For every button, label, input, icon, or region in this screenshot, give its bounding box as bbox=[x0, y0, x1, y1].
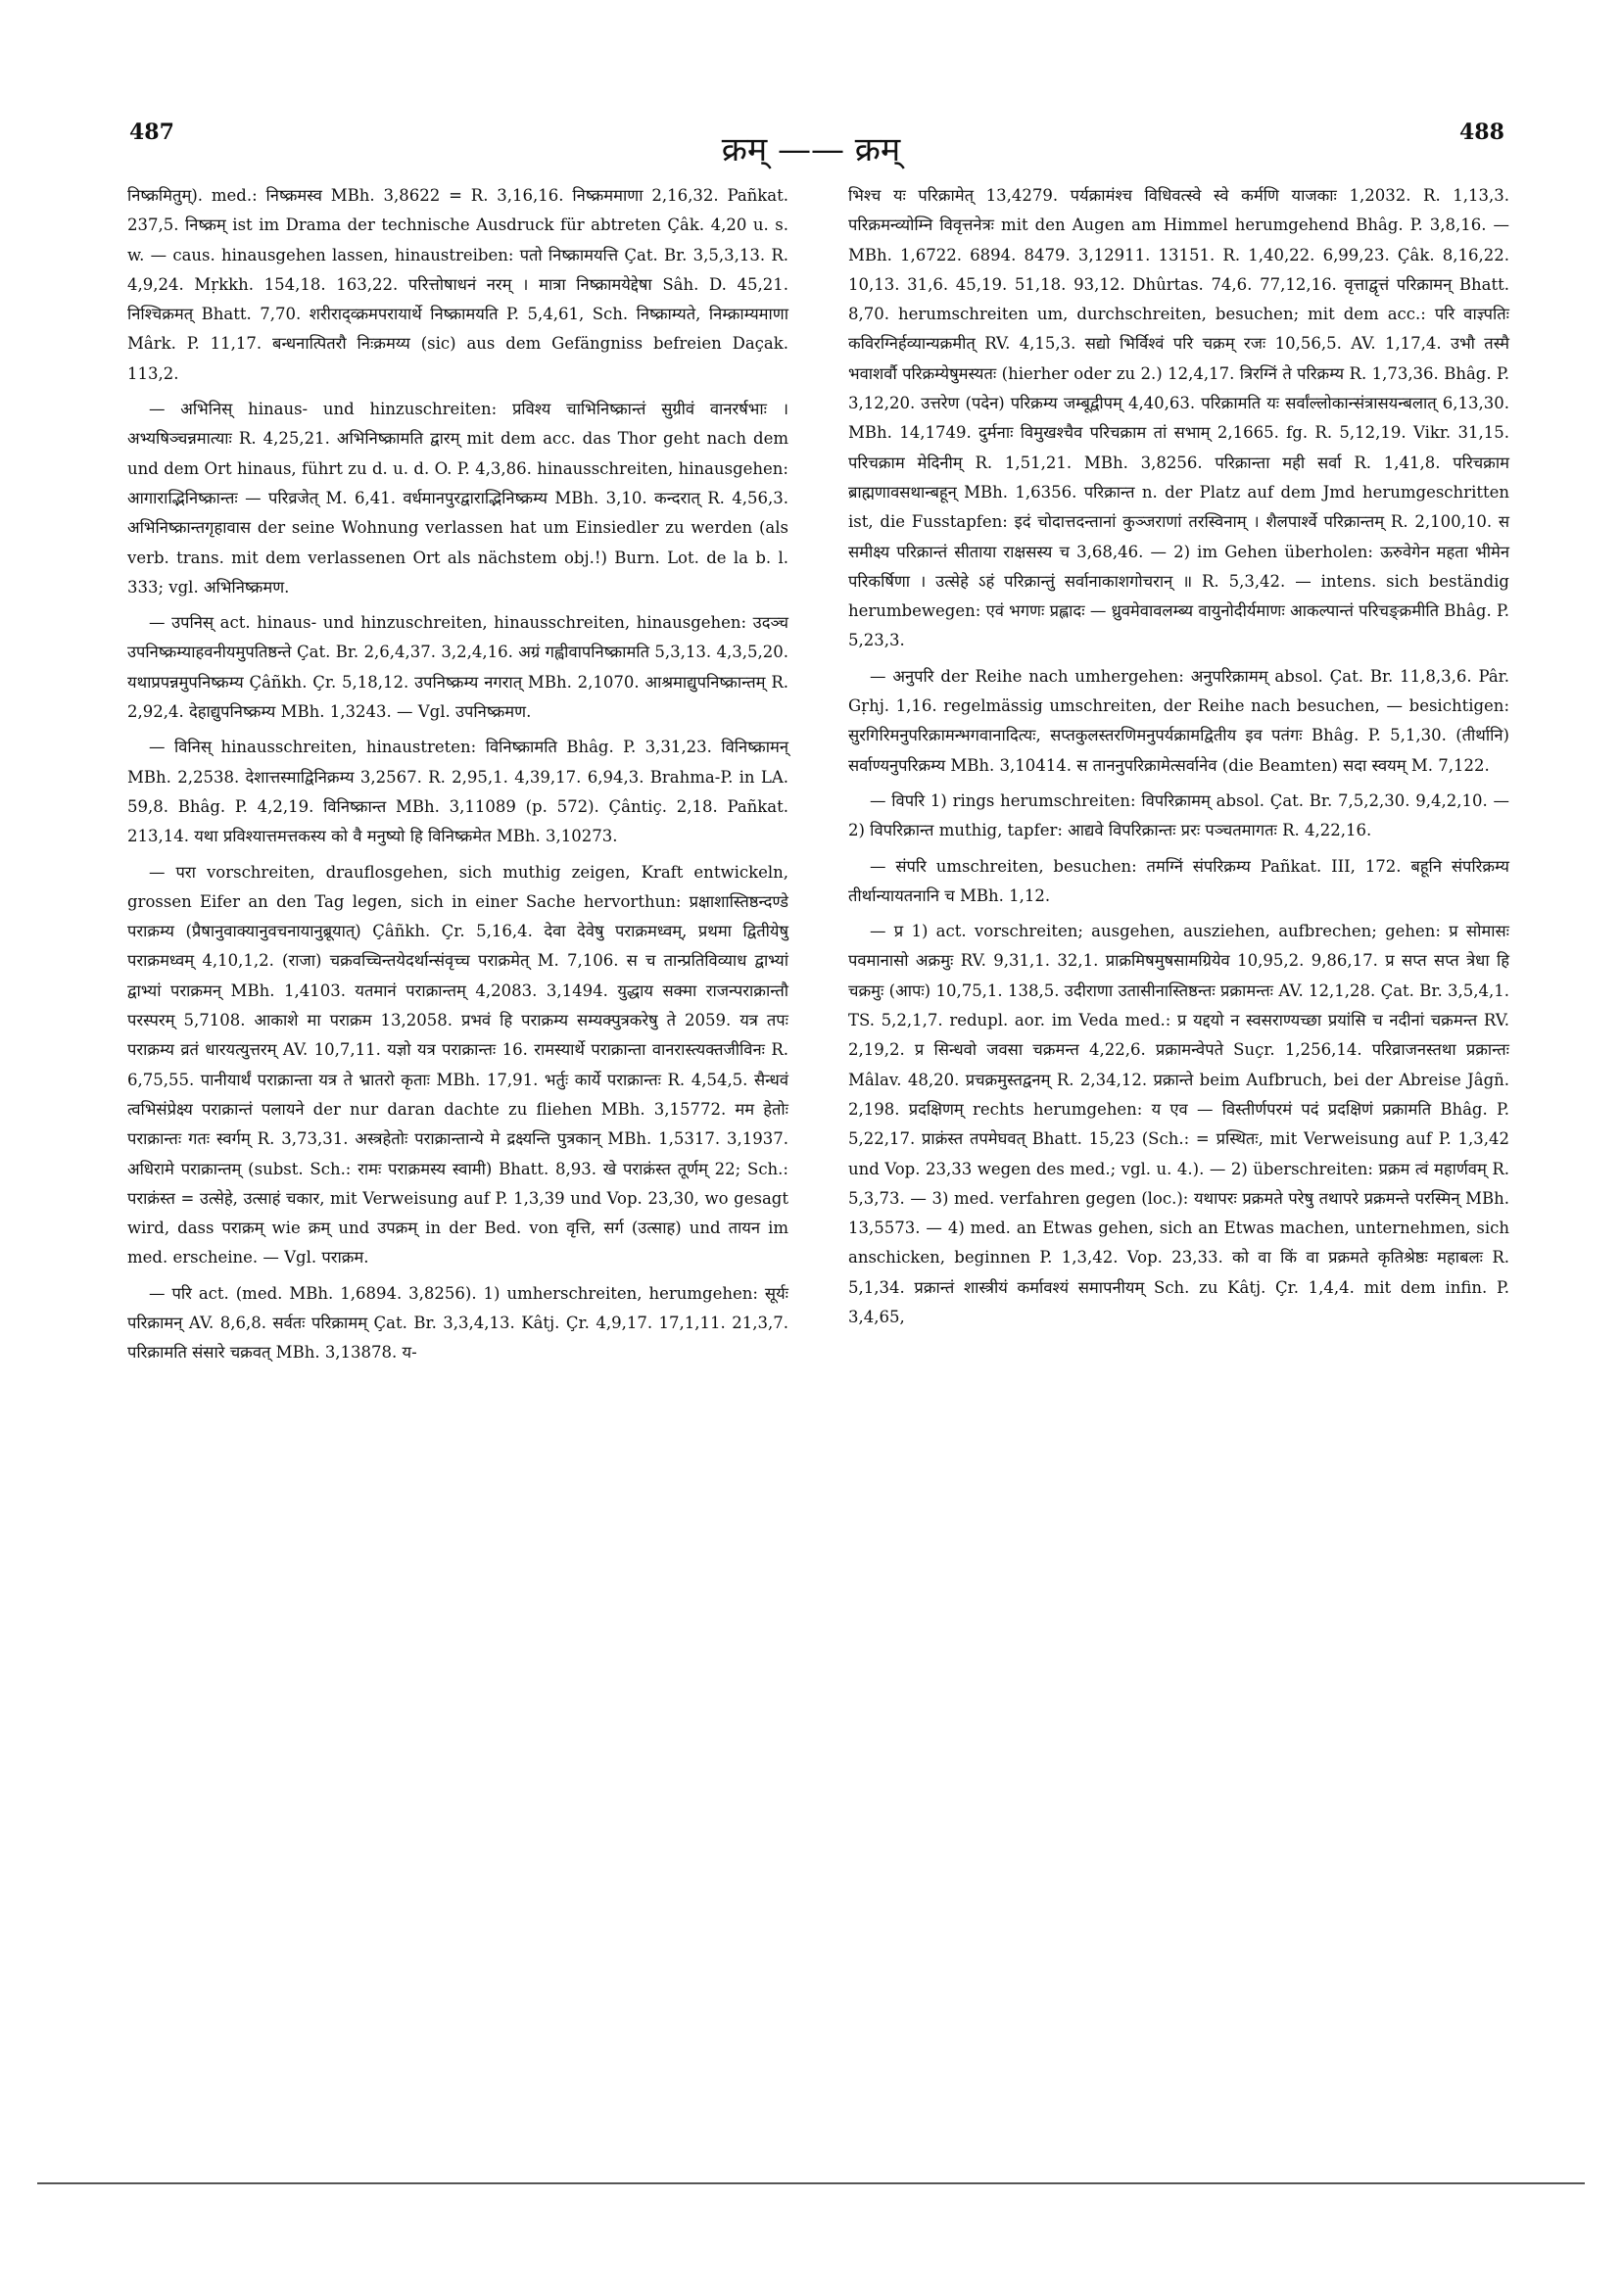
paragraph: — उपनिस् act. hinaus- und hinzuschreiten, hinausschreiten, hinausgehen: उदञ्च उपनिष्क्रम्याहवनीयमुपतिष्ठन्ते Çat. Br. 2,6,4,37. 3,2,4,16. अग्रं गह्वीवापनिष्क्रामति 5,3,13. 4,3,5,20. यथाप्रपन्नमुपनिष्क्रम्य Çâñkh. Çr. 5,18,12. उपनिष्क्रम्य नगरात् MBh. 2,1070. आश्रमाद्युपनिष्क्रान्तम् R. 2,92,4. देहाद्युपनिष्क्रम्य MBh. 1,3243. — Vgl. उपनिष्क्रमण. bbox=[127, 613, 788, 722]
left-column bbox=[127, 181, 788, 1374]
page-number-left: 487 bbox=[129, 120, 174, 145]
paragraph: — परि act. (med. MBh. 1,6894. 3,8256). 1) umherschreiten, herumgehen: सूर्यः परिक्रामन् AV. 8,6,8. सर्वतः परिक्रामम् Çat. Br. 3,3,4,13. Kâtj. Çr. 4,9,17. 17,1,11. 21,3,7. परिक्रामति संसारे चक्रवत् MBh. 3,13878. य- bbox=[127, 1283, 788, 1363]
paragraph: — अनुपरि der Reihe nach umhergehen: अनुपरिक्रामम् absol. Çat. Br. 11,8,3,6. Pâr. Gṛhj. 1,16. regelmässig umschreiten, der Reihe nach besuchen, — besichtigen: सुरगिरिमनुपरिक्रामन्भगवानादित्यः, सप्तकुलस्तरणिमनुपर्यक्रामद्वितीय इव पतंगः Bhâg. P. 5,1,30. (तीर्थानि) सर्वाण्यनुपरिक्रम्य MBh. 3,10414. स ताननुपरिक्रामेत्सर्वानेव (die Beamten) सदा स्वयम् M. 7,122. bbox=[848, 666, 1509, 775]
running-head: क्रम् —— क्रम् bbox=[721, 130, 901, 169]
right-column bbox=[848, 181, 1509, 1338]
paragraph: — विनिस् hinausschreiten, hinaustreten: विनिष्क्रामति Bhâg. P. 3,31,23. विनिष्क्रामन् MBh. 2,2538. देशात्तस्माद्विनिक्रम्य 3,2567. R. 2,95,1. 4,39,17. 6,94,3. Brahma-P. in LA. 59,8. Bhâg. P. 4,2,19. विनिष्क्रान्त MBh. 3,11089 (p. 572). Çântiç. 2,18. Pañkat. 213,14. यथा प्रविश्यात्तमत्तकस्य को वै मनुष्यो हि विनिष्क्रमेत MBh. 3,10273. bbox=[127, 738, 788, 846]
paragraph: — संपरि umschreiten, besuchen: तमग्निं संपरिक्रम्य Pañkat. III, 172. बहूनि संपरिक्रम्य तीर्थान्यायतनानि च MBh. 1,12. bbox=[848, 856, 1509, 905]
paragraph: निष्क्रमितुम्). med.: निष्क्रमस्व MBh. 3,8622 = R. 3,16,16. निष्क्रममाणा 2,16,32. Pañkat. 237,5. निष्क्रम् ist im Drama der technische Ausdruck für abtreten Çâk. 4,20 u. s. w. — caus. hinausgehen lassen, hinaustreiben: पतो निष्क्रामयत्ति Çat. Br. 3,5,3,13. R. 4,9,24. Mṛkkh. 154,18. 163,22. परित्तोषाधनं नरम् । मात्रा निष्क्रामयेद्देषा Sâh. D. 45,21. निश्चिक्रमत् Bhatt. 7,70. शरीराद्व्क्रमपरायार्थे निष्क्रामयति P. 5,4,61, Sch. निष्क्राम्यते, निम्क्राम्यमाणा Mârk. P. 11,17. बन्धनात्पितरौ निःक्रमय्य (sic) aus dem Gefängniss befreien Daçak. 113,2. bbox=[127, 186, 788, 383]
paragraph: — विपरि 1) rings herumschreiten: विपरिक्रामम् absol. Çat. Br. 7,5,2,30. 9,4,2,10. — 2) विपरिक्रान्त muthig, tapfer: आद्यवे विपरिक्रान्तः प्ररः पञ्चतमागतः R. 4,22,16. bbox=[848, 790, 1509, 840]
paragraph: — प्र 1) act. vorschreiten; ausgehen, ausziehen, aufbrechen; gehen: प्र सोमासः पवमानासो अक्रमुः RV. 9,31,1. 32,1. प्राक्रमिषमुषसामग्रियेव 10,95,2. 9,86,17. प्र सप्त सप्त त्रेधा हि चक्रमुः (आपः) 10,75,1. 138,5. उदीराणा उतासीनास्तिष्ठन्तः प्रक्रामन्तः AV. 12,1,28. Çat. Br. 3,5,4,1. TS. 5,2,1,7. redupl. aor. im Veda med.: प्र यद्दयो न स्वसराण्यच्छा प्रयांसि च नदीनां चक्रमन्त RV. 2,19,2. प्र सिन्धवो जवसा चक्रमन्त 4,22,6. प्रक्रामन्वेपते Suçr. 1,256,14. परिव्राजनस्तथा प्रक्रान्तः Mâlav. 48,20. प्रचक्रमुस्तद्वनम् R. 2,34,12. प्रक्रान्ते beim Aufbruch, bei der Abreise Jâgñ. 2,198. प्रदक्षिणम् rechts herumgehen: य एव — विस्तीर्णपरमं पदं प्रदक्षिणं प्रक्रामति Bhâg. P. 5,22,17. प्राक्रंस्त तपमेघवत् Bhatt. 15,23 (Sch.: = प्रस्थितः, mit Verweisung auf P. 1,3,42 und Vop. 23,33 wegen des med.; vgl. u. 4.). — 2) überschreiten: प्रक्रम त्वं महार्णवम् R. 5,3,73. — 3) med. verfahren gegen (loc.): यथापरः प्रक्रमते परेषु तथापरे प्रक्रमन्ते परस्मिन् MBh. 13,5573. — 4) med. an Etwas gehen, sich an Etwas machen, unternehmen, sich anschicken, beginnen P. 1,3,42. Vop. 23,33. को वा किं वा प्रक्रमते कृतिश्रेष्ठः महाबलः R. 5,1,34. प्रक्रान्तं शास्त्रीयं कर्मावश्यं समापनीयम् Sch. zu Kâtj. Çr. 1,4,4. mit dem infin. P. 3,4,65, bbox=[848, 922, 1509, 1326]
footer-rule bbox=[37, 2182, 1585, 2184]
page-number-right: 488 bbox=[1459, 120, 1504, 145]
paragraph: भिश्च यः परिक्रामेत् 13,4279. पर्यक्रामंश्च विधिवत्स्वे स्वे कर्मणि याजकाः 1,2032. R. 1,13,3. परिक्रमन्व्योम्नि विवृत्तनेत्रः mit den Augen am Himmel herumgehend Bhâg. P. 3,8,16. — MBh. 1,6722. 6894. 8479. 3,12911. 13151. R. 1,40,22. 6,99,23. Çâk. 8,16,22. 10,13. 31,6. 45,19. 51,18. 93,12. Dhûrtas. 74,6. 77,12,16. वृत्ताद्वृत्तं परिक्रामन् Bhatt. 8,70. herumschreiten um, durchschreiten, besuchen; mit dem acc.: परि वाज्ञ्पतिः कविरग्निर्हव्यान्यक्रमीत् RV. 4,15,3. सद्यो भिर्विश्वं परि चक्रम् रजः 10,56,5. AV. 1,17,4. उभौ तस्मै भवाशर्वौ परिक्रम्येषुमस्यतः (hierher oder zu 2.) 12,4,17. त्रिरग्निं ते परिक्रम्य R. 1,73,36. Bhâg. P. 3,12,20. उत्तरेण (पदेन) परिक्रम्य जम्बूद्वीपम् 4,40,63. परिक्रामति यः सर्वांल्लोकान्संत्रासयन्बलात् 6,13,30. MBh. 14,1749. दुर्मनाः विमुखश्चैव परिचक्राम तां सभाम् 2,1665. fg. R. 5,12,19. Vikr. 31,15. परिचक्राम मेदिनीम् R. 1,51,21. MBh. 3,8256. परिक्रान्ता मही सर्वा R. 1,41,8. परिचक्राम ब्राह्मणावसथान्बहून् MBh. 1,6356. परिक्रान्त n. der Platz auf dem Jmd herumgeschritten ist, die Fusstapfen: इदं चोदात्तदन्तानां कुञ्जराणां तरस्विनाम् । शैलपार्श्वे परिक्रान्तम् R. 2,100,10. स समीक्ष्य परिक्रान्तं सीताया राक्षसस्य च 3,68,46. — 2) im Gehen überholen: ऊरुवेगेन महता भीमेन परिकर्षिणा । उत्सेहे ऽहं परिक्रान्तुं सर्वानाकाशगोचरान् ॥ R. 5,3,42. — intens. sich beständig herumbewegen: एवं भगणः प्रह्लादः — ध्रुवमेवावलम्ब्य वायुनोदीर्यमाणः आकल्पान्तं परिचङ्क्रमीति Bhâg. P. 5,23,3. bbox=[848, 186, 1509, 650]
paragraph: — परा vorschreiten, drauflosgehen, sich muthig zeigen, Kraft entwickeln, grossen Eifer an den Tag legen, sich in einer Sache hervorthun: प्रक्षाशास्तिष्ठन्दण्डे पराक्रम्य (प्रैषानुवाक्यानुवचनायानुब्रूयात्) Çâñkh. Çr. 5,16,4. देवा देवेषु पराक्रमध्वम्, प्रथमा द्वितीयेषु पराक्रमध्वम् 4,10,1,2. (राजा) चक्रवच्चिन्तयेदर्थान्संवृच्च पराक्रमेत् M. 7,106. स च तान्प्रतिविव्याध द्वाभ्यां द्वाभ्यां पराक्रमन् MBh. 1,4103. यतमानं पराक्रान्तम् 4,2083. 3,1494. युद्धाय सक्मा राजन्पराक्रान्तौ परस्परम् 5,7108. आकाशे मा पराक्रम 13,2058. प्रभवं हि पराक्रम्य सम्यक्पुत्रकरेषु ते 2059. यत्र तपः पराक्रम्य व्रतं धारयत्युत्तरम् AV. 10,7,11. यज्ञो यत्र पराक्रान्तः 16. रामस्यार्थे पराक्रान्ता वानरास्त्यक्तजीविनः R. 6,75,55. पानीयार्थं पराक्रान्ता यत्र ते भ्रातरो कृताः MBh. 17,91. भर्तुः कार्ये पराक्रान्तः R. 4,54,5. सैन्धवं त्वभिसंप्रेक्ष्य पराक्रान्तं पलायने der nur daran dachte zu fliehen MBh. 3,15772. मम हेतोः पराक्रान्तः गतः स्वर्गम् R. 3,73,31. अस्त्रहेतोः पराक्रान्तान्ये मे द्रक्ष्यन्ति पुत्रकान् MBh. 1,5317. 3,1937. अधिरामे पराक्रान्तम् (subst. Sch.: रामः पराक्रमस्य स्वामी) Bhatt. 8,93. खे पराक्रंस्त तूर्णम् 22; Sch.: पराक्रंस्त = उत्सेहे, उत्साहं चकार, mit Verweisung auf P. 1,3,39 und Vop. 23,30, wo gesagt wird, dass पराक्रम् wie क्रम् und उपक्रम् in der Bed. von वृत्ति, सर्ग (उत्साह) und तायन im med. erscheine. — Vgl. पराक्रम. bbox=[127, 862, 788, 1268]
paragraph: — अभिनिस् hinaus- und hinzuschreiten: प्रविश्य चाभिनिष्क्रान्तं सुग्रीवं वानरर्षभाः । अभ्यषिञ्चन्नमात्याः R. 4,25,21. अभिनिष्क्रामति द्वारम् mit dem acc. das Thor geht nach dem und dem Ort hinaus, führt zu d. u. d. O. P. 4,3,86. hinausschreiten, hinausgehen: आगाराद्भिनिष्क्रान्तः — परिव्रजेत् M. 6,41. वर्धमानपुरद्वाराद्भिनिष्क्रम्य MBh. 3,10. कन्दरात् R. 4,56,3. अभिनिष्क्रान्तगृहावास der seine Wohnung verlassen hat um Einsiedler zu werden (als verb. trans. mit dem verlassenen Ort als nächstem obj.!) Burn. Lot. de la b. l. 333; vgl. अभिनिष्क्रमण. bbox=[127, 400, 788, 597]
